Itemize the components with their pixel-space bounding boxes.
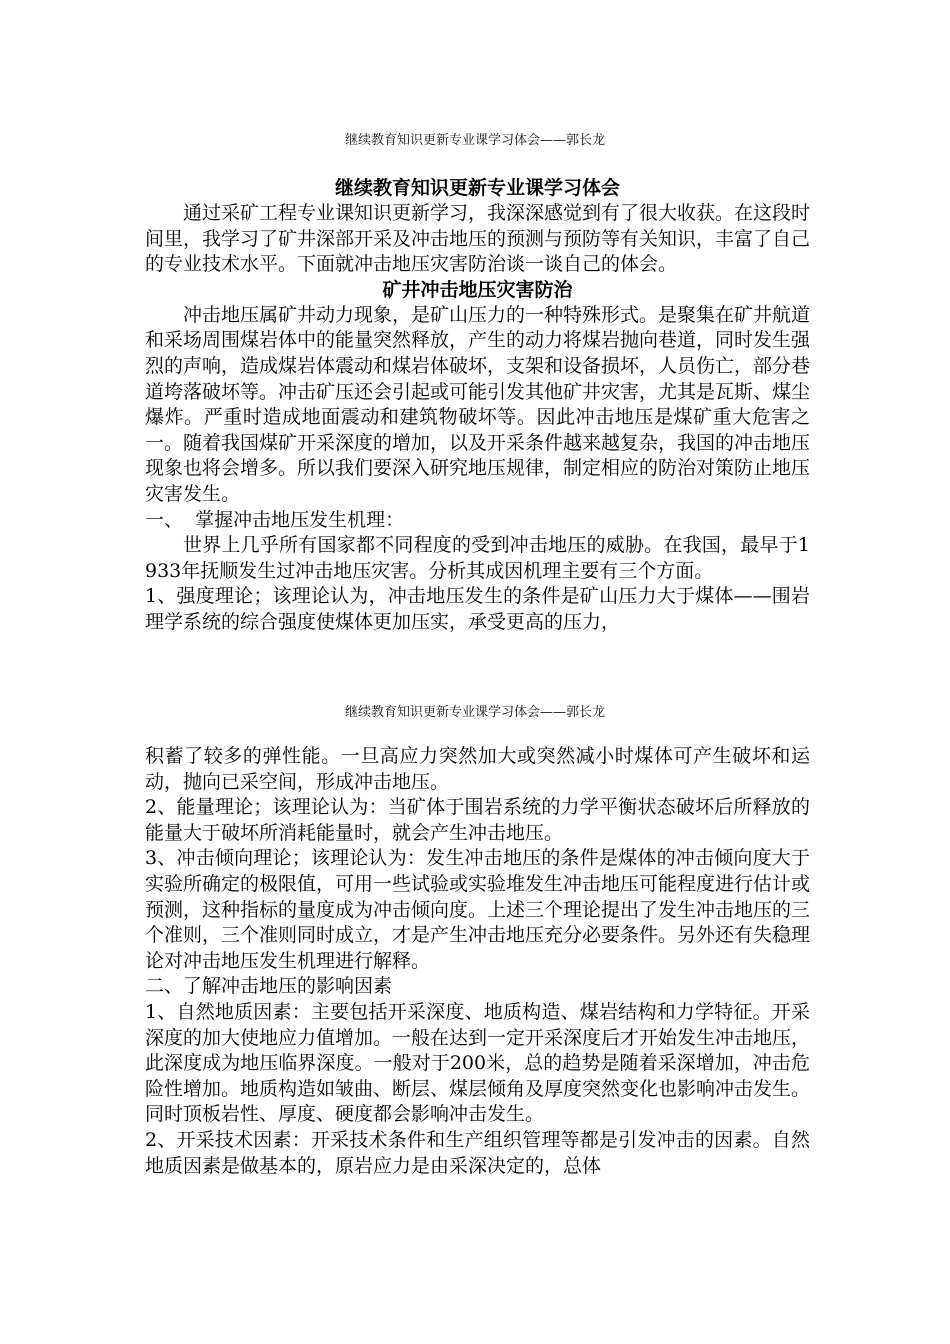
section-title: 矿井冲击地压灾害防治 [382,278,573,301]
paragraph-history: 世界上几乎所有国家都不同程度的受到冲击地压的威胁。在我国，最早于1933年抚顺发生过冲击地压灾害。分析其成因机理主要有三个方面。 [145,534,810,582]
paragraph-impact-tendency-theory: 3、冲击倾向理论；该理论认为：发生冲击地压的条件是煤体的冲击倾向度大于实验所确定的极限值，可用一些试验或实验堆发生冲击地压可能程度进行估计或预测，这种指标的量度成为冲击倾向度。上述三个理论提出了发生冲击地压的三个准则，三个准则同时成立，才是产生冲击地压充分必要条件。另外还有失稳理论对冲击地压发生机理进行解释。 [145,847,811,972]
paragraph-mining-factors: 2、开采技术因素：开采技术条件和生产组织管理等都是引发冲击的因素。自然地质因素是做基本的，原岩应力是由采深决定的，总体 [145,1128,810,1177]
running-header-top: 继续教育知识更新专业课学习体会——郭长龙 [344,133,605,148]
paragraph-strength-theory: 1、强度理论；该理论认为，冲击地压发生的条件是矿山压力大于煤体——围岩理学系统的综合强度使煤体更加压实，承受更高的压力， [145,585,810,633]
paragraph-overview: 冲击地压属矿井动力现象，是矿山压力的一种特殊形式。是聚集在矿井航道和采场周围煤岩体中的能量突然释放，产生的动力将煤岩抛向巷道，同时发生强烈的声响，造成煤岩体震动和煤岩体破坏，支架和设备损坏，人员伤亡，部分巷道垮落破坏等。冲击矿压还会引起或可能引发其他矿井灾害，尤其是瓦斯、煤尘爆炸。严重时造成地面震动和建筑物破坏等。因此冲击地压是煤矿重大危害之一。随着我国煤矿开采深度的增加，以及开采条件越来越复杂，我国的冲击地压现象也将会增多。所以我们要深入研究地压规律，制定相应的防治对策防止地压灾害发生。 [145,303,811,505]
heading-influencing-factors: 二、了解冲击地压的影响因素 [145,975,393,998]
paragraph-energy-theory: 2、能量理论；该理论认为：当矿体于围岩系统的力学平衡状态破坏后所释放的能量大于破坏所消耗能量时，就会产生冲击地压。 [145,796,810,844]
document-title: 继续教育知识更新专业课学习体会 [334,177,620,199]
heading-mechanism: 一、 掌握冲击地压发生机理： [145,508,405,531]
intro-paragraph: 通过采矿工程专业课知识更新学习，我深深感觉到有了很大收获。在这段时间里，我学习了矿井深部开采及冲击地压的预测与预防等有关知识，丰富了自己的专业技术水平。下面就冲击地压灾害防治谈一谈自己的体会。 [145,202,811,276]
page-1-body [145,176,810,636]
paragraph-strength-theory-cont: 积蓄了较多的弹性能。一旦高应力突然加大或突然减小时煤体可产生破坏和运动，抛向已采空间，形成冲击地压。 [145,745,810,793]
paragraph-natural-factors: 1、自然地质因素：主要包括开采深度、地质构造、煤岩结构和力学特征。开采深度的加大使地应力值增加。一般在达到一定开采深度后才开始发生冲击地压，此深度成为地压临界深度。一般对于200米，总的趋势是随着采深增加，冲击危险性增加。地质构造如皱曲、断层、煤层倾角及厚度突然变化也影响冲击发生。同时顶板岩性、厚度、硬度都会影响冲击发生。 [145,1000,811,1126]
page-2-body [145,744,810,1179]
running-header-page-2: 继续教育知识更新专业课学习体会——郭长龙 [344,705,605,720]
